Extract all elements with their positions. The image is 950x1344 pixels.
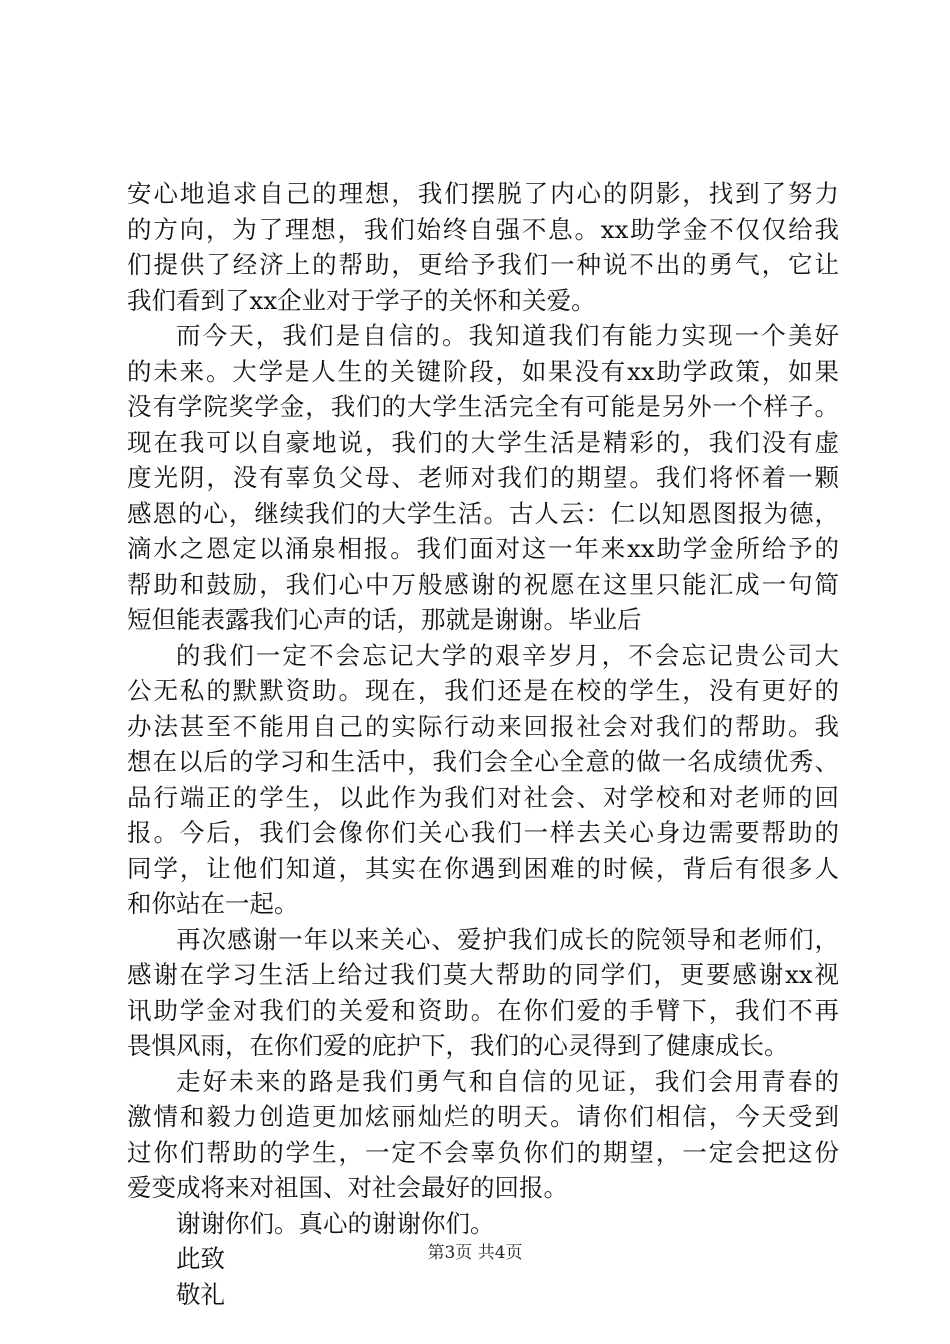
text-line: 感恩的心，继续我们的大学生活。古人云：仁以知恩图报为德， [127,498,839,528]
text-line: 帮助和鼓励，我们心中万般感谢的祝愿在这里只能汇成一句简 [127,569,839,599]
text-line: 和你站在一起。 [127,889,299,918]
text-line: 短但能表露我们心声的话，那就是谢谢。毕业后 [127,605,642,634]
text-line: 没有学院奖学金，我们的大学生活完全有可能是另外一个样子。 [127,392,839,421]
text-line: 同学，让他们知道，其实在你遇到困难的时候，背后有很多人 [127,853,839,883]
text-line: 再次感谢一年以来关心、爱护我们成长的院领导和老师们， [176,924,839,954]
page-footer: 第3页 共4页 [427,1243,523,1263]
text-line: 办法甚至不能用自己的实际行动来回报社会对我们的帮助。我 [127,711,839,741]
text-line: 公无私的默默资助。现在，我们还是在校的学生，没有更好的 [127,676,839,705]
text-line: 想在以后的学习和生活中，我们会全心全意的做一名成绩优秀、 [127,747,839,776]
text-line: 我们看到了xx企业对于学子的关怀和关爱。 [127,285,596,315]
text-line: 的未来。大学是人生的关键阶段，如果没有xx助学政策，如果 [127,356,839,386]
text-line: 敬礼 [176,1279,225,1309]
text-line: 走好未来的路是我们勇气和自信的见证，我们会用青春的 [176,1066,839,1096]
paragraph [127,318,839,638]
text-line: 的方向，为了理想，我们始终自强不息。xx助学金不仅仅给我 [127,214,839,244]
text-line: 谢谢你们。真心的谢谢你们。 [176,1208,495,1238]
text-line: 感谢在学习生活上给过我们莫大帮助的同学们，更要感谢xx视 [127,960,839,989]
document-body [127,176,839,1312]
text-line: 现在我可以自豪地说，我们的大学生活是精彩的，我们没有虚 [127,427,839,457]
text-line: 度光阴，没有辜负父母、老师对我们的期望。我们将怀着一颗 [127,463,839,492]
text-line: 此致 [176,1244,225,1273]
paragraph [127,922,839,1064]
text-line: 爱变成将来对祖国、对社会最好的回报。 [127,1173,568,1202]
text-line: 激情和毅力创造更加炫丽灿烂的明天。请你们相信，今天受到 [127,1102,839,1131]
text-line: 滴水之恩定以涌泉相报。我们面对这一年来xx助学金所给予的 [127,534,839,563]
paragraph [127,1206,839,1242]
text-line: 品行端正的学生，以此作为我们对社会、对学校和对老师的回 [127,782,839,812]
text-line: 安心地追求自己的理想，我们摆脱了内心的阴影，找到了努力 [127,179,839,208]
text-line: 过你们帮助的学生，一定不会辜负你们的期望，一定会把这份 [127,1137,839,1167]
text-line: 们提供了经济上的帮助，更给予我们一种说不出的勇气，它让 [127,250,839,279]
paragraph [127,176,839,318]
paragraph [127,1064,839,1206]
text-line: 而今天，我们是自信的。我知道我们有能力实现一个美好 [176,321,839,350]
text-line: 讯助学金对我们的关爱和资助。在你们爱的手臂下，我们不再 [127,995,839,1025]
text-line: 报。今后，我们会像你们关心我们一样去关心身边需要帮助的 [127,818,839,847]
text-line: 的我们一定不会忘记大学的艰辛岁月，不会忘记贵公司大 [176,640,839,670]
text-line: 畏惧风雨，在你们爱的庇护下，我们的心灵得到了健康成长。 [127,1031,789,1060]
paragraph [127,1277,839,1313]
paragraph [127,638,839,922]
